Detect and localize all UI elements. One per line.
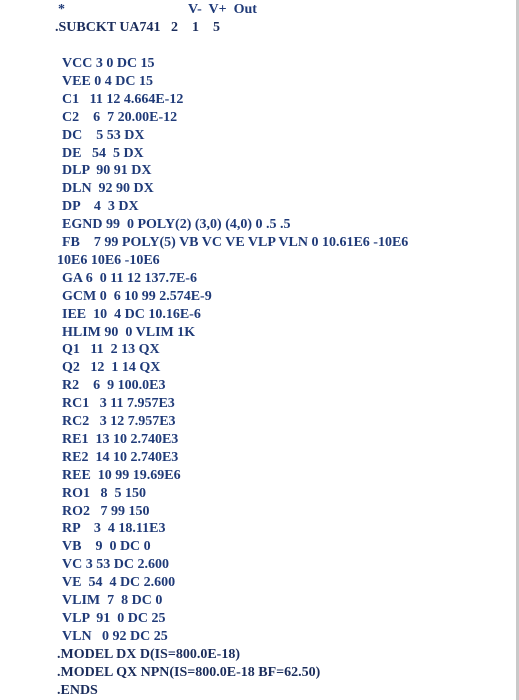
- model-line: .MODEL DX D(IS=800.0E-18): [57, 646, 240, 662]
- netlist-line: IEE 10 4 DC 10.16E-6: [62, 306, 201, 322]
- comment-marker: *: [58, 2, 65, 17]
- netlist-line: VLN 0 92 DC 25: [62, 628, 168, 644]
- netlist-line: RC1 3 11 7.957E3: [62, 396, 175, 412]
- netlist-line: Q1 11 2 13 QX: [62, 342, 160, 358]
- netlist-line: GA 6 0 11 12 137.7E-6: [62, 270, 197, 286]
- netlist-line: RO2 7 99 150: [62, 503, 150, 519]
- netlist-line: VB 9 0 DC 0: [62, 539, 151, 555]
- netlist-line: DP 4 3 DX: [62, 199, 139, 215]
- netlist-line: VCC 3 0 DC 15: [62, 56, 155, 71]
- netlist-line: VLP 91 0 DC 25: [62, 610, 166, 626]
- subckt-declaration: .SUBCKT UA741 2 1 5: [55, 20, 221, 35]
- netlist-line: VLIM 7 8 DC 0: [62, 593, 163, 608]
- netlist-line: RP 3 4 18.11E3: [62, 521, 166, 537]
- netlist-line: DLN 92 90 DX: [62, 181, 154, 197]
- netlist-line: 10E6 10E6 -10E6: [57, 252, 160, 268]
- netlist-line: REE 10 99 19.69E6: [62, 467, 181, 483]
- netlist-line: GCM 0 6 10 99 2.574E-9: [62, 288, 212, 304]
- netlist-line: VEE 0 4 DC 15: [62, 73, 154, 89]
- model-line: .MODEL QX NPN(IS=800.0E-18 BF=62.50): [57, 664, 321, 680]
- netlist-line: FB 7 99 POLY(5) VB VC VE VLP VLN 0 10.61E6 -10E6: [62, 235, 409, 250]
- netlist-line: RE1 13 10 2.740E3: [62, 431, 179, 447]
- netlist-line: EGND 99 0 POLY(2) (3,0) (4,0) 0 .5 .5: [62, 217, 291, 233]
- netlist-line: Q2 12 1 14 QX: [62, 360, 161, 376]
- netlist-line: C1 11 12 4.664E-12: [62, 91, 184, 107]
- netlist-line: RO1 8 5 150: [62, 485, 146, 501]
- netlist-line: C2 6 7 20.00E-12: [62, 109, 178, 125]
- ends-statement: .ENDS: [57, 682, 98, 698]
- netlist-line: R2 6 9 100.0E3: [62, 378, 166, 394]
- netlist-line: DE 54 5 DX: [62, 145, 144, 161]
- pin-labels: V- V+ Out: [188, 2, 257, 17]
- netlist-line: RE2 14 10 2.740E3: [62, 449, 179, 465]
- netlist-line: VC 3 53 DC 2.600: [62, 557, 169, 573]
- netlist-line: DC 5 53 DX: [62, 127, 145, 143]
- netlist-line: VE 54 4 DC 2.600: [62, 575, 176, 591]
- netlist-line: RC2 3 12 7.957E3: [62, 414, 176, 429]
- netlist-line: HLIM 90 0 VLIM 1K: [62, 324, 196, 340]
- netlist-line: DLP 90 91 DX: [62, 163, 152, 179]
